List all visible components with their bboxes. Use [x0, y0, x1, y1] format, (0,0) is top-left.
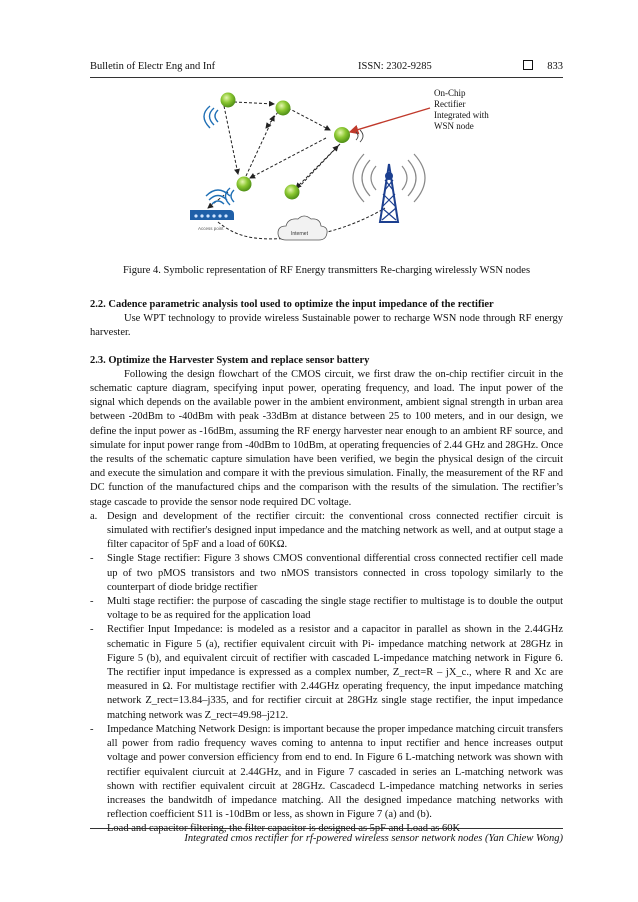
page-number: 833 — [547, 61, 563, 72]
figure-caption: Figure 4. Symbolic representation of RF Energy transmitters Re-charging wirelessly WSN nodes — [122, 265, 531, 276]
signal-wave-icon — [356, 130, 363, 142]
sensor-node-icon — [285, 185, 300, 200]
list-item: a. Design and development of the rectifier circuit: the conventional cross connected rectifier circuit is simulated with rectifier's designed input impedance and the matching network as well, and at output stage a filter capacitor of 5pF and a load of 60KΩ. — [90, 510, 563, 551]
issn: ISSN: 2302-9285 — [358, 61, 432, 72]
list-item: - Multi stage rectifier: the purpose of cascading the single stage rectifier to multistage is to double the output voltage to be as required for the application load — [90, 596, 563, 622]
internet-label: Internet — [291, 231, 308, 237]
checkbox-glyph-icon — [523, 60, 533, 70]
callout-arrow — [350, 108, 430, 132]
running-footer: Integrated cmos rectifier for rf-powered wireless sensor network nodes (Yan Chiew Wong) — [184, 833, 563, 844]
svg-text:Integrated with: Integrated with — [434, 110, 489, 120]
running-header — [90, 59, 563, 75]
sensor-node-icon — [221, 93, 236, 108]
svg-text:On-Chip: On-Chip — [434, 88, 466, 98]
sensor-node-icon — [276, 101, 291, 116]
callout-text — [434, 88, 489, 131]
access-point-label: Access point — [198, 226, 224, 231]
link-lines — [208, 102, 385, 239]
list-item: - Rectifier Input Impedance: is modeled as a resistor and a capacitor in parallel as shown in the 2.44GHz schematic in Figure 5 (a), rectifier equivalent circuit with Pi- impedance matching network at 28GHz in Figure 5 (b), and equivalent circuit of rectifier with cascaded L-impedance matching network in Figure 6. The rectifier input impedance is expressed as a complex number, Z_rect=R – jX_c., where R and Xc are measured in Ω. For multistage rectifier with 2.44GHz operating frequency, the input impedance matching network Z_rect=13.84–j335, and for rectifier circuit at 28GHz single stage rectifier, the input impedance matching network was Z_rect=49.98–j212. — [90, 624, 563, 721]
body-text — [90, 296, 563, 837]
sensor-node-icon — [334, 127, 350, 143]
cell-tower-icon — [353, 154, 425, 222]
section-heading-2-2: 2.2. Cadence parametric analysis tool used to optimize the input impedance of the rectifier — [90, 299, 494, 310]
paragraph: Use WPT technology to provide wireless Sustainable power to recharge WSN node through RF energy harvester. — [90, 313, 563, 339]
section-heading-2-3: 2.3. Optimize the Harvester System and replace sensor battery — [90, 354, 370, 366]
journal-name: Bulletin of Electr Eng and Inf — [90, 61, 216, 72]
header-rule — [90, 77, 563, 78]
paragraph: Following the design flowchart of the CMOS circuit, we first draw the on-chip rectifier circuit in the schematic capture diagram, specifying input power, operating frequency, and load. The input power of the signal which depends on the available power in the ambient environment, ambient signal strength in urban area between -20dBm to -40dBm with peak -33dBm at distance between 25 to 100 meters, and in our design, we define the input power as -16dBm, assuming the RF energy harvester near enough to an ambient RF source, and simulate for input power range from -40dBm to 10dBm, at operating frequencies of 2.44 GHz and 28GHz. Once the results of the schematic capture simulation have been verified, we begin the physical design of the circuit and execute the simulation and compare it with the previous simulation. Finally, the measurement of the RF and DC function of the manufactured chips and the comparison with the results of the simulation. The rectifier’s stage cascade to provide the sensor node required DC voltage. — [90, 368, 563, 508]
sensor-node-icon — [237, 177, 252, 192]
svg-text:Rectifier: Rectifier — [434, 99, 466, 109]
footer-rule — [90, 828, 563, 829]
figure-4-diagram — [190, 80, 500, 252]
list-item: - Single Stage rectifier: Figure 3 shows CMOS conventional differential cross connected rectifier cell made up of two pMOS transistors and two nMOS transistors connected in cross topology similarly to the counterpart of diode bridge rectifier — [90, 553, 563, 593]
svg-text:WSN node: WSN node — [434, 121, 474, 131]
list-item: - Impedance Matching Network Design: is important because the proper impedance matching circuit transfers all power from radio frequency waves coming to antenna to input rectifier and hence increases output voltage and power conversion efficiency from end to end. In Figure 6 L-matching network was shown with rectifier equivalent ciurcuit at 2.44GHz, and in Figure 7 cascaded in series an L-matching network was shown with rectifier equivalent circuit at 28GHz. Cascadecd L-impedance matching networks in series increases the bandwitdh of impedance matching. All the designed impedance matching networks with reflection coefficient S11 is -10dBm or less, as shown in Figure 7 (a) and (b). — [90, 723, 564, 821]
